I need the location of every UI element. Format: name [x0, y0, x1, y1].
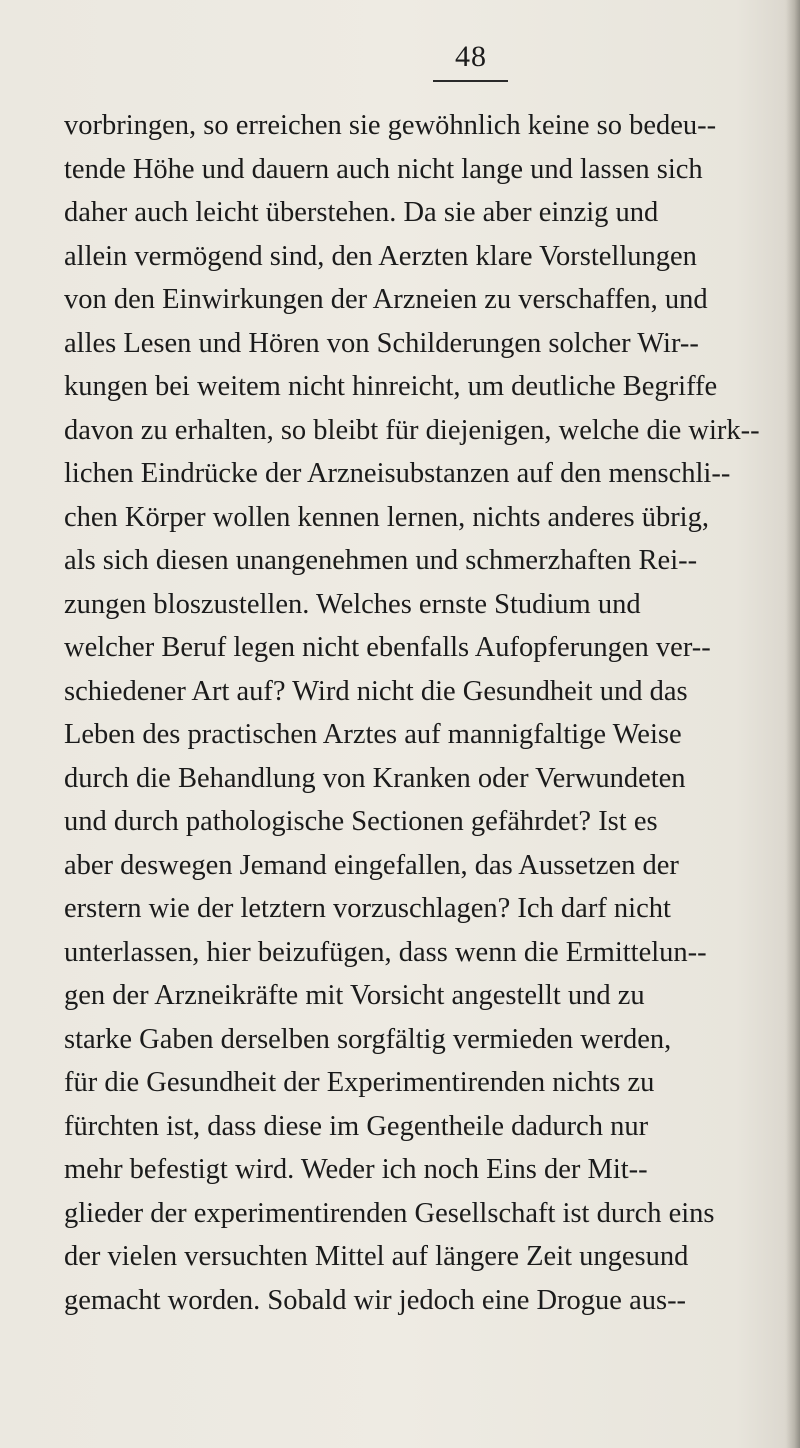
page-number: 48 [455, 40, 487, 73]
text-line-25: mehr befestigt wird. Weder ich noch Eins der Mit-- [64, 1154, 648, 1185]
page-number-rule [433, 80, 508, 82]
text-line-15: Leben des practischen Arztes auf mannigfaltige Weise [64, 719, 682, 750]
text-line-1: vorbringen, so erreichen sie gewöhnlich keine so bedeu-- [64, 110, 717, 141]
text-line-10: chen Körper wollen kennen lernen, nichts anderes übrig, [64, 501, 709, 533]
text-line-8: davon zu erhalten, so bleibt für diejenigen, welche die wirk-- [64, 414, 760, 446]
text-line-5: von den Einwirkungen der Arzneien zu verschaffen, und [64, 284, 708, 315]
text-line-12: zungen bloszustellen. Welches ernste Studium und [64, 588, 641, 620]
text-line-9: lichen Eindrücke der Arzneisubstanzen auf den menschli-- [64, 458, 731, 489]
text-line-14: schiedener Art auf? Wird nicht die Gesundheit und das [64, 675, 688, 707]
text-line-17: und durch pathologische Sectionen gefährdet? Ist es [64, 806, 658, 837]
text-line-13: welcher Beruf legen nicht ebenfalls Aufopferungen ver-- [64, 632, 711, 663]
text-line-24: fürchten ist, dass diese im Gegentheile dadurch nur [64, 1110, 649, 1142]
text-line-4: allein vermögend sind, den Aerzten klare Vorstellungen [64, 240, 697, 272]
text-line-6: alles Lesen und Hören von Schilderungen solcher Wir-- [64, 327, 699, 359]
text-line-16: durch die Behandlung von Kranken oder Verwundeten [64, 762, 686, 794]
text-line-2: tende Höhe und dauern auch nicht lange und lassen sich [64, 153, 703, 185]
text-line-28: gemacht worden. Sobald wir jedoch eine Drogue aus-- [64, 1284, 687, 1316]
text-line-26: glieder der experimentirenden Gesellschaft ist durch eins [64, 1197, 715, 1229]
text-line-7: kungen bei weitem nicht hinreicht, um deutliche Begriffe [64, 371, 718, 402]
text-line-19: erstern wie der letztern vorzuschlagen? Ich darf nicht [64, 893, 671, 924]
body-text [64, 106, 800, 1346]
text-line-21: gen der Arzneikräfte mit Vorsicht angestellt und zu [64, 980, 645, 1011]
text-line-27: der vielen versuchten Mittel auf längere Zeit ungesund [64, 1241, 689, 1272]
text-line-22: starke Gaben derselben sorgfältig vermieden werden, [64, 1023, 672, 1055]
text-line-11: als sich diesen unangenehmen und schmerzhaften Rei-- [64, 545, 698, 576]
text-line-23: für die Gesundheit der Experimentirenden nichts zu [64, 1067, 655, 1098]
text-line-3: daher auch leicht überstehen. Da sie aber einzig und [64, 197, 659, 228]
text-line-20: unterlassen, hier beizufügen, dass wenn die Ermittelun-- [64, 936, 707, 968]
text-line-18: aber deswegen Jemand eingefallen, das Aussetzen der [64, 849, 679, 881]
